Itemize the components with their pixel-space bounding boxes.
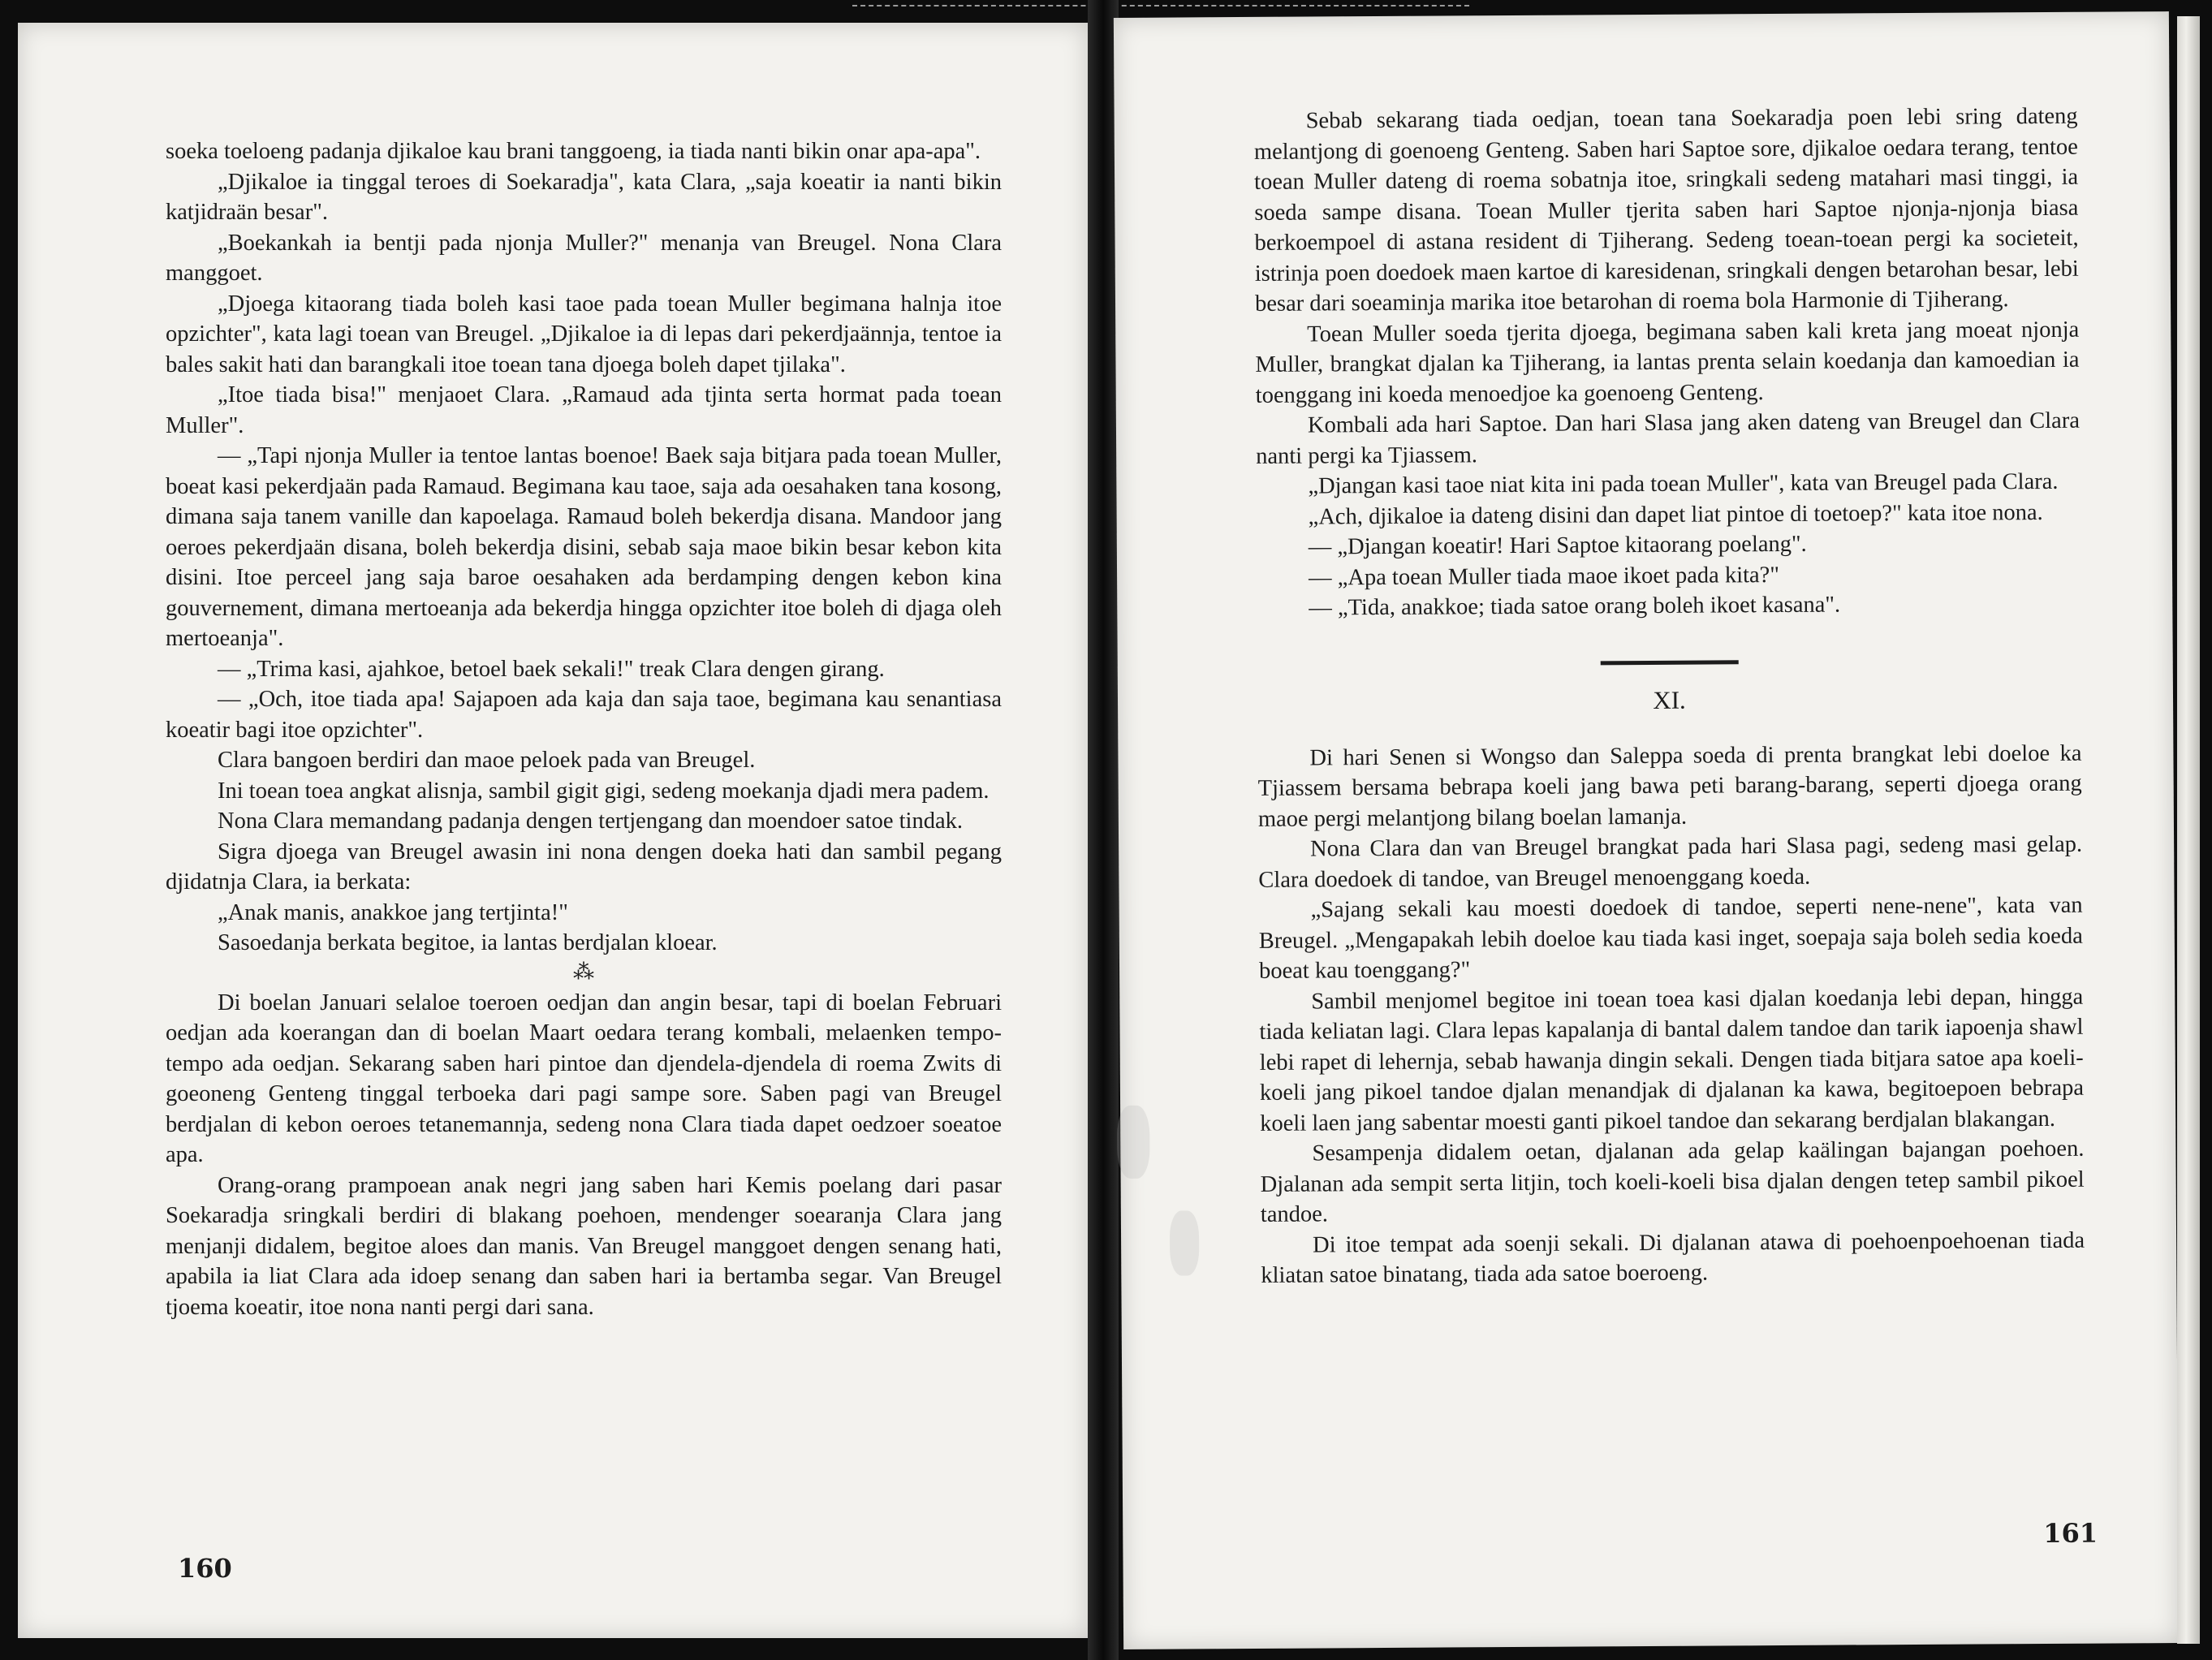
paragraph: Sasoedanja berkata begitoe, ia lantas berdjalan kloear.	[218, 930, 718, 955]
right-page-body	[1254, 101, 2085, 1291]
left-page-body	[166, 136, 1002, 1322]
paragraph: „Boekankah ia bentji pada njonja Muller?" menanja van Breugel. Nona Clara manggoet.	[166, 230, 1002, 286]
paragraph: Nona Clara memandang padanja dengen tertjengang dan moendoer satoe tindak.	[218, 808, 963, 834]
paragraph: soeka toeloeng padanja djikaloe kau brani tanggoeng, ia tiada nanti bikin onar apa-apa".	[166, 139, 981, 164]
paragraph: Kombali ada hari Saptoe. Dan hari Slasa jang aken dateng van Breugel dan Clara nanti pergi ka Tjiassem.	[1256, 407, 2080, 469]
scan-smudge	[1170, 1210, 1199, 1275]
chapter-heading: XI.	[1653, 685, 1686, 714]
paragraph: — „Och, itoe tiada apa! Sajapoen ada kaja dan saja taoe, begimana kau senantiasa koeatir bagi itoe opzichter".	[166, 687, 1002, 743]
paragraph: Orang-orang prampoean anak negri jang saben hari Kemis poelang dari pasar Soekaradja sringkali berdiri di blakang poehoen, mendenger soearanja Clara jang menjanji didalem, begitoe aloes dan manis. Van Breugel manggoet dengen senang hati, apabila ia liat Clara ada idoep senang dan saben hari ia bertamba segar. Van Breugel tjoema koeatir, itoe nona nanti pergi dari sana.	[166, 1172, 1002, 1320]
paragraph: „Anak manis, anakkoe jang tertjinta!"	[218, 899, 568, 925]
scan-top-edge	[852, 5, 1469, 10]
section-asterism: ⁂	[573, 959, 594, 984]
chapter-rule	[1600, 660, 1738, 665]
page-number: 160	[178, 1553, 232, 1584]
paragraph: Di hari Senen si Wongso dan Saleppa soeda di prenta brangkat lebi doeloe ka Tjiassem bersama bebrapa koeli jang bawa peti barang-barang, seperti djoega orang maoe pergi melantjong bilang boelan lamanja.	[1257, 740, 2082, 832]
book-gutter	[1088, 0, 1119, 1660]
paragraph: Di itoe tempat ada soenji sekali. Di djalanan atawa di poehoenpoehoenan tiada kliatan satoe binatang, tiada ada satoe boeroeng.	[1261, 1227, 2085, 1288]
paragraph: „Sajang sekali kau moesti doedoek di tandoe, seperti nene-nene", kata van Breugel. „Mengapakah lebih doeloe kau tiada kasi inget, soepaja saja boleh sedia koeda boeat kau toenggang?"	[1258, 892, 2083, 984]
paragraph: „Djangan kasi taoe niat kita ini pada toean Muller", kata van Breugel pada Clara.	[1308, 468, 2059, 499]
page-number: 161	[2043, 1517, 2098, 1550]
paragraph: Sebab sekarang tiada oedjan, toean tana Soekaradja poen lebi sring dateng melantjong di goenoeng Genteng. Saben hari Saptoe sore, djikaloe oedara terang, tentoe toean Muller dateng di roema sobatnja itoe, sringkali sedeng matahari masi tinggi, ia soeda sampe disana. Toean Muller tjerita saben hari Saptoe njonja-njonja biasa berkoempoel di astana resident di Tjiherang. Sedeng toean-toean pergi ka societeit, istrinja poen doedoek maen kartoe di karesidenan, sringkali dengen betarohan besar, lebi besar dari soeaminja marika itoe betarohan di roema bola Harmonie di Tjiherang.	[1253, 103, 2079, 317]
paragraph: Clara bangoen berdiri dan maoe peloek pada van Breugel.	[218, 748, 756, 773]
paragraph: Nona Clara dan van Breugel brangkat pada hari Slasa pagi, sedeng masi gelap. Clara doedoek di tandoe, van Breugel menoenggang koeda.	[1258, 831, 2083, 893]
paragraph: Sesampenja didalem oetan, djalanan ada gelap kaälingan bajangan poehoen. Djalanan ada sempit serta litjin, toch koeli-koeli bisa djalan dengen tetep sambil pikoel tandoe.	[1260, 1136, 2085, 1227]
paragraph: — „Tida, anakkoe; tiada satoe orang boleh ikoet kasana".	[1309, 592, 1841, 621]
paragraph: „Djoega kitaorang tiada boleh kasi taoe pada toean Muller begimana halnja itoe opzichter", kata lagi toean van Breugel. „Djikaloe ia di lepas dari pekerdjaännja, tentoe ia bales sakit hati dan barangkali itoe toean tana djoega boleh dapet tjilaka".	[166, 291, 1002, 377]
scan-smudge	[1117, 1106, 1150, 1179]
paragraph: Sambil menjomel begitoe ini toean toea kasi djalan koedanja lebi depan, hingga tiada keliatan lagi. Clara lepas kapalanja di bantal dalem tandoe dan tarik iapoenja shawl lebi rapet di lehernja, sebab hawanja dingin sekali. Dengen tiada bitjara satoe apa koeli-koeli jang pikoel tandoe djalan menandjak di djalanan ka kawa, begitoepoen bebrapa koeli laen jang sabentar moesti ganti pikoel tandoe dan sekarang berdjalan blakangan.	[1259, 984, 2085, 1136]
paragraph: „Ach, djikaloe ia dateng disini dan dapet liat pintoe di toetoep?" kata itoe nona.	[1308, 499, 2043, 530]
paragraph: Ini toean toea angkat alisnja, sambil gigit gigi, sedeng moekanja djadi mera padem.	[218, 778, 990, 804]
paragraph: Di boelan Januari selaloe toeroen oedjan dan angin besar, tapi di boelan Februari oedjan ada koerangan dan di boelan Maart oedara terang kombali, melaenken tempo-tempo ada oedjan. Sekarang saben hari pintoe dan djendela-djendela di roema Zwits di goeoneng Genteng tinggal terboeka dari pagi sampe sore. Saben pagi van Breugel berdjalan di kebon oeroes tetanemannja, sedeng nona Clara tiada dapet oedzoer soeatoe apa.	[166, 990, 1002, 1167]
paragraph: Sigra djoega van Breugel awasin ini nona dengen doeka hati dan sambil pegang djidatnja Clara, ia berkata:	[166, 839, 1002, 895]
paragraph: — „Tapi njonja Muller ia tentoe lantas boenoe! Baek saja bitjara pada toean Muller, boeat kasi pekerdjaän pada Ramaud. Begimana kau taoe, saja ada oesahaken tana kosong, dimana saja tanem vanille dan kapoelaga. Ramaud boleh bekerdja disana. Mandoor jang oeroes pekerdjaän disana, boleh bekerdja disini, sebab saja maoe bikin besar kebon kita disini. Itoe perceel jang saja baroe oesahaken ada berdamping dengen kebon kina gouvernement, dimana mertoeanja ada bekerdja hingga opzichter itoe boleh di djaga oleh mertoeanja".	[166, 443, 1002, 651]
right-page	[1114, 11, 2179, 1649]
paragraph: — „Trima kasi, ajahkoe, betoel baek sekali!" treak Clara dengen girang.	[218, 656, 885, 682]
paragraph: — „Apa toean Muller tiada maoe ikoet pada kita?"	[1308, 562, 1780, 591]
page-stack-edge	[2177, 16, 2200, 1644]
paragraph: „Djikaloe ia tinggal teroes di Soekaradja", kata Clara, „saja koeatir ia nanti bikin katjidraän besar".	[166, 169, 1002, 225]
paragraph: Toean Muller soeda tjerita djoega, begimana saben kali kreta jang moeat njonja Muller, brangkat djalan ka Tjiherang, ia lantas prenta selain koedanja dan kamoedian ia toenggang ini koeda menoedjoe ka goenoeng Genteng.	[1255, 317, 2080, 408]
paragraph: — „Djangan koeatir! Hari Saptoe kitaorang poelang".	[1308, 531, 1807, 560]
left-page	[18, 23, 1088, 1638]
paragraph: „Itoe tiada bisa!" menjaoet Clara. „Ramaud ada tjinta serta hormat pada toean Muller".	[166, 382, 1002, 438]
